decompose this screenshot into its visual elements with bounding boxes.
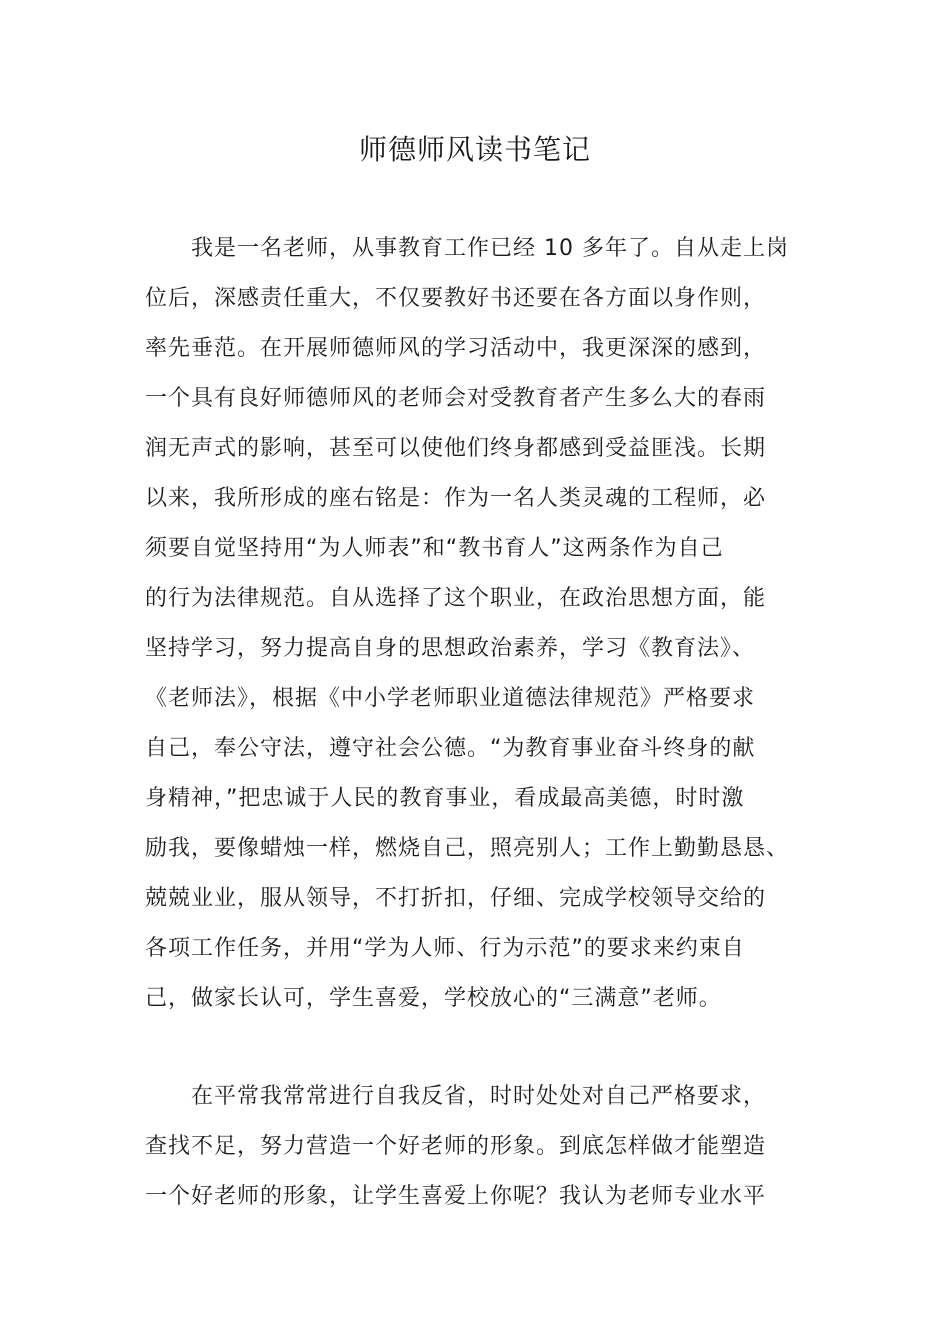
text-line: 润无声式的影响，甚至可以使他们终身都感到受益匪浅。长期 [145, 436, 767, 461]
text-line: 我是一名老师，从事教育工作已经 10 多年了。自从走上岗 [191, 236, 789, 261]
text-line: 位后，深感责任重大，不仅要教好书还要在各方面以身作则， [145, 286, 767, 311]
text-line: 查找不足，努力营造一个好老师的形象。到底怎样做才能塑造 [145, 1134, 767, 1159]
text-line: 兢兢业业，服从领导，不打折扣，仔细、完成学校领导交给的 [145, 886, 767, 911]
text-line: 率先垂范。在开展师德师风的学习活动中，我更深深的感到， [145, 336, 767, 361]
text-line: 励我，要像蜡烛一样，燃烧自己，照亮别人；工作上勤勤恳恳、 [145, 836, 790, 861]
text-line: 须要自觉坚持用“为人师表”和“教书育人”这两条作为自己 [145, 536, 724, 561]
text-line: 一个具有良好师德师风的老师会对受教育者产生多么大的春雨 [145, 386, 767, 411]
paragraph-1 [145, 224, 845, 1024]
document-title: 师德师风读书笔记 [358, 133, 591, 166]
text-line: 在平常我常常进行自我反省，时时处处对自己严格要求， [191, 1084, 767, 1109]
text-line: 身精神，”把忠诚于人民的教育事业，看成最高美德，时时激 [145, 786, 745, 811]
text-line: 一个好老师的形象，让学生喜爱上你呢？我认为老师专业水平 [145, 1184, 767, 1209]
text-line: 各项工作任务，并用“学为人师、行为示范”的要求来约束自 [145, 936, 745, 961]
text-line: 以来，我所形成的座右铭是：作为一名人类灵魂的工程师，必 [145, 486, 767, 511]
text-line: 《老师法》，根据《中小学老师职业道德法律规范》严格要求 [145, 686, 756, 711]
text-line: 自己，奉公守法，遵守社会公德。“为教育事业奋斗终身的献 [145, 736, 756, 761]
text-line: 己，做家长认可，学生喜爱，学校放心的“三满意”老师。 [145, 986, 722, 1011]
paragraph-2 [145, 1072, 845, 1222]
text-line: 的行为法律规范。自从选择了这个职业，在政治思想方面，能 [145, 586, 767, 611]
text-line: 坚持学习，努力提高自身的思想政治素养，学习《教育法》、 [145, 636, 756, 661]
